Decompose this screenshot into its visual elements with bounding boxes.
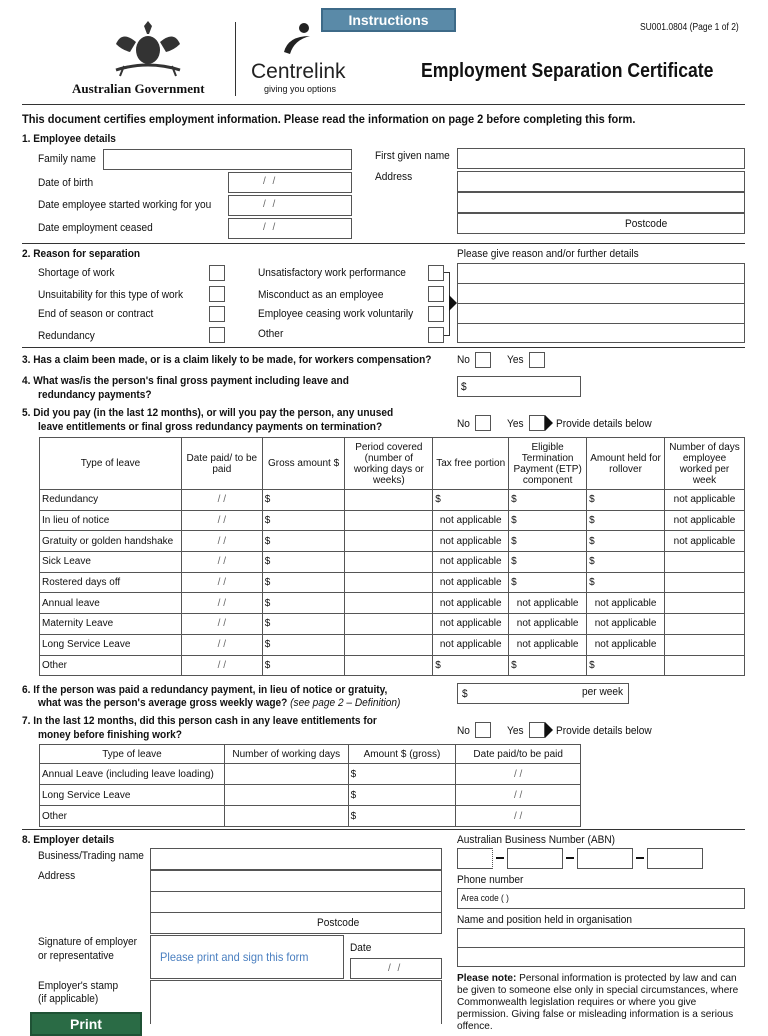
table-cell[interactable]: $ xyxy=(433,490,509,511)
q7-details-label: Provide details below xyxy=(556,725,652,737)
table-cell[interactable] xyxy=(665,655,745,676)
dob-label: Date of birth xyxy=(38,177,94,189)
reason-redundancy-checkbox[interactable] xyxy=(209,327,225,343)
table-row xyxy=(40,764,581,785)
table-cell[interactable]: / / xyxy=(181,552,262,573)
table-cell[interactable]: $ xyxy=(587,655,665,676)
section-2-heading: 2. Reason for separation xyxy=(22,248,141,260)
table-cell[interactable]: $ xyxy=(262,552,345,573)
table-row xyxy=(40,531,745,552)
reason-details-line-1[interactable] xyxy=(457,263,745,284)
postcode-label: Postcode xyxy=(625,218,668,230)
reason-unsatisfactory-checkbox[interactable] xyxy=(428,265,444,281)
table-cell[interactable]: not applicable xyxy=(509,634,587,655)
col-date: Date paid/ to be paid xyxy=(181,438,262,490)
name-position-input-2[interactable] xyxy=(457,947,745,967)
table-cell[interactable]: $ xyxy=(509,531,587,552)
reason-end-season: End of season or contract xyxy=(38,308,154,320)
table-cell[interactable]: $ xyxy=(587,552,665,573)
employer-address-1[interactable] xyxy=(150,870,442,892)
table-cell[interactable]: / / xyxy=(456,806,581,827)
table-cell[interactable]: / / xyxy=(181,490,262,511)
table-cell[interactable]: / / xyxy=(181,531,262,552)
table-cell[interactable] xyxy=(665,593,745,614)
table-cell: Long Service Leave xyxy=(40,634,182,655)
details-label: Please give reason and/or further details xyxy=(457,248,639,260)
rule xyxy=(22,829,745,830)
table-cell[interactable] xyxy=(345,593,433,614)
reason-unsatisfactory: Unsatisfactory work performance xyxy=(258,267,406,279)
reason-details-line-3[interactable] xyxy=(457,303,745,324)
table-cell[interactable]: $ xyxy=(262,510,345,531)
table-cell: Maternity Leave xyxy=(40,614,182,635)
table-cell: Annual leave xyxy=(40,593,182,614)
table-cell[interactable]: not applicable xyxy=(509,593,587,614)
employer-postcode-input[interactable] xyxy=(150,912,442,934)
q5-no-checkbox[interactable] xyxy=(475,415,491,431)
q4-amount-input[interactable] xyxy=(457,376,581,397)
abn-dash xyxy=(496,857,504,859)
table-cell[interactable] xyxy=(224,785,348,806)
print-button[interactable]: Print xyxy=(30,1012,142,1036)
intro-text: This document certifies employment information. Please read the information on page 2 before completing this form. xyxy=(22,112,636,126)
postcode-input[interactable] xyxy=(457,213,745,234)
table-row xyxy=(40,785,581,806)
col-etp: Eligible Termination Payment (ETP) component xyxy=(509,438,587,490)
abn-dash xyxy=(566,857,574,859)
table-cell[interactable]: not applicable xyxy=(509,614,587,635)
abn-dash xyxy=(636,857,644,859)
table-row xyxy=(40,806,581,827)
table-cell[interactable]: $ xyxy=(262,634,345,655)
instructions-button[interactable]: Instructions xyxy=(321,8,456,32)
reason-shortage-checkbox[interactable] xyxy=(209,265,225,281)
reason-shortage: Shortage of work xyxy=(38,267,115,279)
table-cell[interactable] xyxy=(345,510,433,531)
table-cell[interactable]: $ xyxy=(262,614,345,635)
q6-text-2-main: what was the person's average gross weekly wage? xyxy=(38,697,288,709)
table-cell[interactable]: not applicable xyxy=(665,531,745,552)
centrelink-logo-icon xyxy=(280,22,322,58)
reason-unsuitability: Unsuitability for this type of work xyxy=(38,289,184,301)
started-input[interactable] xyxy=(228,195,352,216)
privacy-note-text: Personal information is protected by law and can be given to someone else only in special circumstances, where Commonwealth legislation requires or where you give permission. Giving false or misleading information is a serious offence. xyxy=(457,972,739,1032)
q7-text-1: 7. In the last 12 months, did this person cash in any leave entitlements for xyxy=(22,715,377,727)
table-cell[interactable] xyxy=(345,572,433,593)
table-cell[interactable] xyxy=(224,806,348,827)
ceased-sep: / / xyxy=(263,222,278,233)
tagline: giving you options xyxy=(264,84,337,94)
q6-per-week: per week xyxy=(582,686,624,698)
q5-no-label: No xyxy=(457,418,470,430)
table-cell[interactable]: $ xyxy=(262,531,345,552)
table-row xyxy=(40,490,745,511)
q6-text-2 xyxy=(38,697,400,709)
coat-of-arms-icon xyxy=(108,20,188,78)
employer-address-label: Address xyxy=(38,870,76,882)
signature-date-sep: / / xyxy=(388,963,403,974)
q7-no-checkbox[interactable] xyxy=(475,722,491,738)
gov-label: Australian Government xyxy=(72,81,205,96)
q3-yes-checkbox[interactable] xyxy=(529,352,545,368)
signature-label-2: or representative xyxy=(38,950,114,962)
table-cell[interactable]: not applicable xyxy=(433,552,509,573)
col-gross: Gross amount $ xyxy=(262,438,345,490)
section-1-heading: 1. Employee details xyxy=(22,133,116,145)
q5-details-label: Provide details below xyxy=(556,418,652,430)
area-code-label: Area code ( ) xyxy=(461,893,509,903)
table-row xyxy=(40,593,745,614)
table-cell[interactable]: not applicable xyxy=(665,490,745,511)
reason-misconduct-checkbox[interactable] xyxy=(428,286,444,302)
section-8-heading: 8. Employer details xyxy=(22,834,115,846)
q4-text-2: redundancy payments? xyxy=(38,389,152,401)
q7-arrow-icon xyxy=(545,722,553,738)
table-cell[interactable]: $ xyxy=(262,572,345,593)
table-row xyxy=(40,614,745,635)
q7-col-amount: Amount $ (gross) xyxy=(348,745,456,764)
table-cell[interactable]: / / xyxy=(456,785,581,806)
table-row xyxy=(40,634,745,655)
reason-misconduct: Misconduct as an employee xyxy=(258,289,384,301)
ceased-input[interactable] xyxy=(228,218,352,239)
table-cell[interactable]: / / xyxy=(181,593,262,614)
table-row xyxy=(40,510,745,531)
centrelink-wordmark: Centrelink xyxy=(251,60,346,83)
q5-leave-table xyxy=(39,437,745,676)
table-cell[interactable]: not applicable xyxy=(433,510,509,531)
reason-end-season-checkbox[interactable] xyxy=(209,306,225,322)
form-code: SU001.0804 (Page 1 of 2) xyxy=(640,22,739,33)
table-cell[interactable]: $ xyxy=(348,806,456,827)
family-name-input[interactable] xyxy=(103,149,352,170)
stamp-label-1: Employer's stamp xyxy=(38,980,119,992)
table-cell[interactable]: $ xyxy=(587,572,665,593)
table-cell[interactable]: $ xyxy=(433,655,509,676)
table-cell[interactable]: not applicable xyxy=(587,634,665,655)
signature-label-1: Signature of employer xyxy=(38,936,138,948)
table-cell[interactable]: not applicable xyxy=(587,614,665,635)
divider xyxy=(235,22,236,96)
table-cell[interactable]: $ xyxy=(509,655,587,676)
q5-text-1: 5. Did you pay (in the last 12 months), or will you pay the person, any unused xyxy=(22,407,394,419)
table-cell[interactable] xyxy=(224,764,348,785)
q7-yes-label: Yes xyxy=(507,725,524,737)
table-cell[interactable]: $ xyxy=(262,593,345,614)
q6-dollar: $ xyxy=(462,688,468,700)
table-cell[interactable] xyxy=(345,634,433,655)
table-cell: Rostered days off xyxy=(40,572,182,593)
table-cell[interactable] xyxy=(345,531,433,552)
col-period: Period covered (number of working days or weeks) xyxy=(345,438,433,490)
abn-group-4[interactable] xyxy=(647,848,703,869)
table-cell[interactable]: $ xyxy=(509,572,587,593)
table-cell[interactable] xyxy=(345,490,433,511)
phone-label: Phone number xyxy=(457,874,524,886)
table-cell[interactable] xyxy=(345,655,433,676)
q7-no-label: No xyxy=(457,725,470,737)
table-cell: Annual Leave (including leave loading) xyxy=(40,764,225,785)
q3-no-label: No xyxy=(457,354,470,366)
reason-unsuitability-checkbox[interactable] xyxy=(209,286,225,302)
name-position-label: Name and position held in organisation xyxy=(457,914,632,926)
q6-note: (see page 2 – Definition) xyxy=(290,697,401,709)
table-cell[interactable]: $ xyxy=(348,785,456,806)
table-cell: Redundancy xyxy=(40,490,182,511)
abn-group-3[interactable] xyxy=(577,848,633,869)
table-cell[interactable]: not applicable xyxy=(433,531,509,552)
table-cell[interactable] xyxy=(345,552,433,573)
col-type: Type of leave xyxy=(40,438,182,490)
table-cell: Long Service Leave xyxy=(40,785,225,806)
reason-voluntary: Employee ceasing work voluntarily xyxy=(258,308,414,320)
address-line-1[interactable] xyxy=(457,171,745,192)
q3-yes-label: Yes xyxy=(507,354,524,366)
q4-text-1: 4. What was/is the person's final gross payment including leave and xyxy=(22,375,349,387)
table-cell[interactable] xyxy=(665,572,745,593)
table-cell[interactable]: $ xyxy=(509,510,587,531)
col-rollover: Amount held for rollover xyxy=(587,438,665,490)
table-cell[interactable]: / / xyxy=(181,655,262,676)
name-position-input-1[interactable] xyxy=(457,928,745,948)
table-cell[interactable]: $ xyxy=(509,552,587,573)
q4-dollar: $ xyxy=(461,381,467,393)
family-name-label: Family name xyxy=(38,153,96,165)
first-name-input[interactable] xyxy=(457,148,745,169)
q5-yes-label: Yes xyxy=(507,418,524,430)
table-cell[interactable]: not applicable xyxy=(433,572,509,593)
table-cell[interactable]: / / xyxy=(456,764,581,785)
table-cell: Sick Leave xyxy=(40,552,182,573)
address-label: Address xyxy=(375,171,413,183)
started-label: Date employee started working for you xyxy=(38,199,212,211)
col-days: Number of days employee worked per week xyxy=(665,438,745,490)
table-cell: In lieu of notice xyxy=(40,510,182,531)
reason-other: Other xyxy=(258,328,284,340)
table-cell[interactable]: $ xyxy=(509,490,587,511)
business-label: Business/Trading name xyxy=(38,850,144,862)
table-cell[interactable]: not applicable xyxy=(433,634,509,655)
ceased-label: Date employment ceased xyxy=(38,222,153,234)
started-sep: / / xyxy=(263,199,278,210)
rule xyxy=(22,243,745,244)
q5-text-2: leave entitlements or final gross redundancy payments on termination? xyxy=(38,421,383,433)
table-row xyxy=(40,572,745,593)
business-input[interactable] xyxy=(150,848,442,870)
dob-input[interactable] xyxy=(228,172,352,193)
stamp-area[interactable] xyxy=(150,980,442,1024)
abn-group-1[interactable] xyxy=(457,848,493,869)
q6-text-1: 6. If the person was paid a redundancy payment, in lieu of notice or gratuity, xyxy=(22,684,388,696)
reason-voluntary-checkbox[interactable] xyxy=(428,306,444,322)
privacy-note xyxy=(457,972,745,1032)
reason-details-line-4[interactable] xyxy=(457,323,745,343)
col-taxfree: Tax free portion xyxy=(433,438,509,490)
table-cell[interactable]: / / xyxy=(181,510,262,531)
table-cell[interactable] xyxy=(665,552,745,573)
q7-col-days: Number of working days xyxy=(224,745,348,764)
table-cell[interactable]: not applicable xyxy=(433,593,509,614)
table-cell[interactable]: $ xyxy=(587,490,665,511)
q7-col-date: Date paid/to be paid xyxy=(456,745,581,764)
q7-col-type: Type of leave xyxy=(40,745,225,764)
reason-redundancy: Redundancy xyxy=(38,330,95,342)
table-cell[interactable]: $ xyxy=(587,531,665,552)
table-cell[interactable]: / / xyxy=(181,634,262,655)
reason-other-checkbox[interactable] xyxy=(428,327,444,343)
table-cell: Other xyxy=(40,655,182,676)
table-cell[interactable]: not applicable xyxy=(587,593,665,614)
abn-label: Australian Business Number (ABN) xyxy=(457,834,616,846)
q5-arrow-icon xyxy=(545,415,553,431)
date-label: Date xyxy=(350,942,372,954)
table-cell[interactable]: $ xyxy=(587,510,665,531)
abn-group-2[interactable] xyxy=(507,848,563,869)
table-cell[interactable]: not applicable xyxy=(665,510,745,531)
q7-text-2: money before finishing work? xyxy=(38,729,182,741)
stamp-label-2: (if applicable) xyxy=(38,993,99,1005)
q7-leave-table xyxy=(39,744,581,827)
employer-address-2[interactable] xyxy=(150,891,442,913)
table-cell[interactable]: $ xyxy=(262,490,345,511)
table-cell[interactable] xyxy=(665,614,745,635)
employer-postcode-label: Postcode xyxy=(317,917,360,929)
bracket-arrow-icon xyxy=(449,295,457,311)
q3-text: 3. Has a claim been made, or is a claim likely to be made, for workers compensation? xyxy=(22,354,432,366)
page-title: Employment Separation Certificate xyxy=(421,60,714,82)
dob-sep: / / xyxy=(263,176,278,187)
privacy-note-bold: Please note: xyxy=(457,972,517,984)
address-line-2[interactable] xyxy=(457,192,745,213)
table-cell[interactable]: / / xyxy=(181,572,262,593)
q5-yes-checkbox[interactable] xyxy=(529,415,545,431)
table-cell: Other xyxy=(40,806,225,827)
table-row xyxy=(40,655,745,676)
table-cell[interactable] xyxy=(345,614,433,635)
table-cell: Gratuity or golden handshake xyxy=(40,531,182,552)
first-name-label: First given name xyxy=(375,150,450,162)
table-cell[interactable]: $ xyxy=(262,655,345,676)
table-row xyxy=(40,552,745,573)
reason-details-line-2[interactable] xyxy=(457,283,745,304)
table-cell[interactable]: not applicable xyxy=(433,614,509,635)
table-cell[interactable]: $ xyxy=(348,764,456,785)
rule xyxy=(22,104,745,105)
signature-placeholder: Please print and sign this form xyxy=(160,950,309,964)
q3-no-checkbox[interactable] xyxy=(475,352,491,368)
table-cell[interactable] xyxy=(665,634,745,655)
rule xyxy=(22,347,745,348)
table-cell[interactable]: / / xyxy=(181,614,262,635)
q7-yes-checkbox[interactable] xyxy=(529,722,545,738)
